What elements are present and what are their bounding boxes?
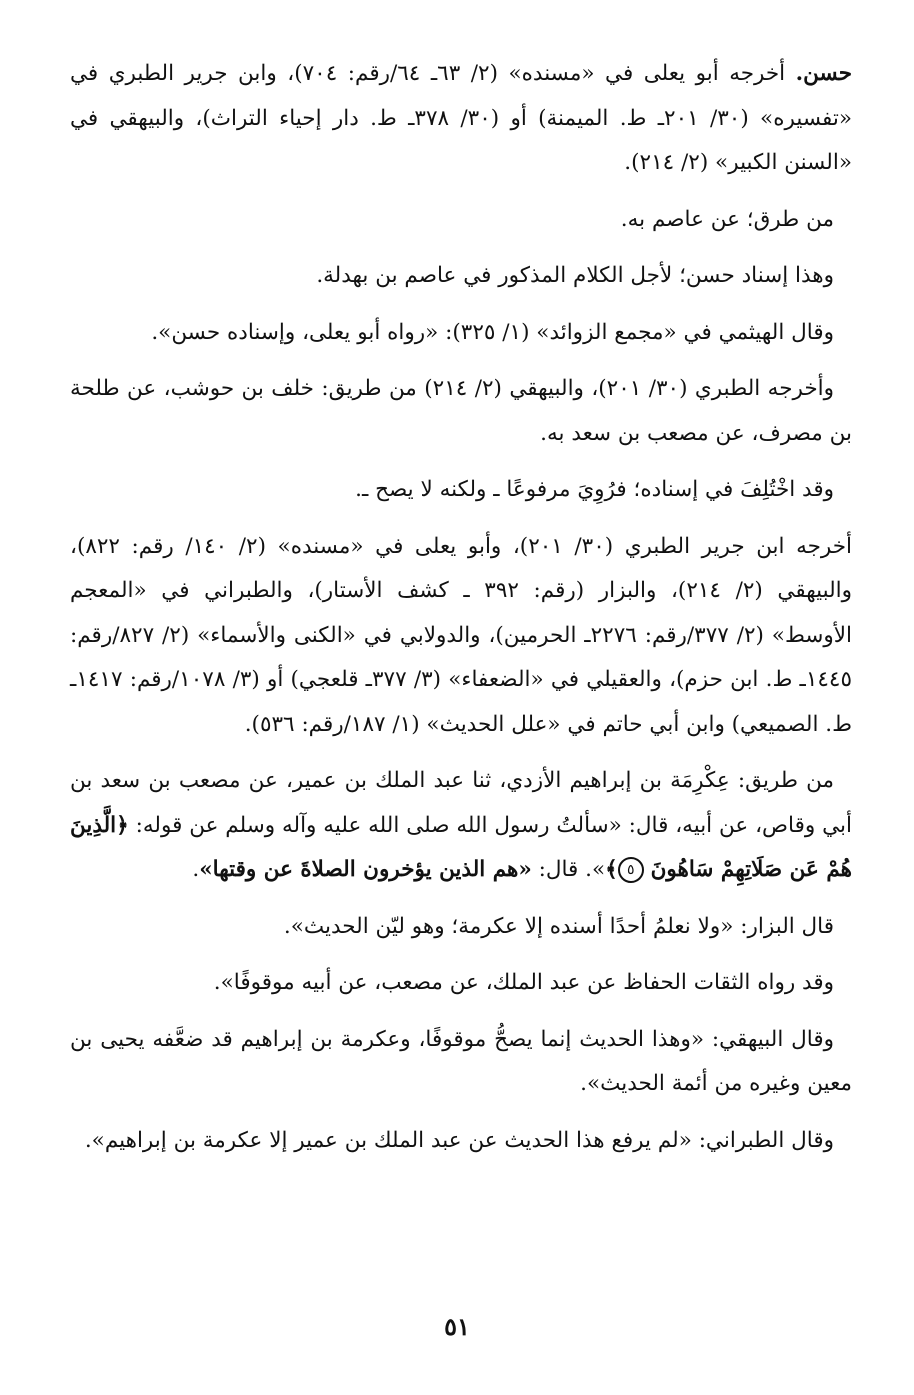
- paragraph-6: وقد اخْتُلِفَ في إسناده؛ فرُوِيَ مرفوعًا ـ ولكنه لا يصح ـ.: [355, 477, 834, 502]
- paragraph-12: وقال الطبراني: «لم يرفع هذا الحديث عن عبد الملك بن عمير إلا عكرمة بن إبراهيم».: [84, 1127, 834, 1153]
- ayah-number-marker: ٥: [618, 857, 644, 883]
- paragraph-5: وأخرجه الطبري (٣٠/ ٢٠١)، والبيهقي (٢/ ٢١٤) من طريق: خلف بن حوشب، عن طلحة بن مصرف، عن مصعب بن سعد به.: [70, 376, 852, 446]
- hadith-answer: «هم الذين يؤخرون الصلاةَ عن وقتها»: [199, 857, 532, 882]
- paragraph-8-text-b: ». قال:: [531, 857, 606, 882]
- paragraph-7: أخرجه ابن جرير الطبري (٣٠/ ٢٠١)، وأبو يعلى في «مسنده» (٢/ ١٤٠/ رقم: ٨٢٢)، والبيهقي (٢/ ٢١٤)، والبزار (رقم: ٣٩٢ ـ كشف الأستار)، والطبراني في «المعجم الأوسط» (٢/ ٣٧٧/رقم: ٢٢٧٦ـ الحرمين)، والدولابي في «الكنى والأسماء» (٢/ ٨٢٧/رقم: ١٤٤٥ـ ط. ابن حزم)، والعقيلي في «الضعفاء» (٣/ ٣٧٧ـ قلعجي) أو (٣/ ١٠٧٨/رقم: ١٤١٧ـ ط. الصميعي) وابن أبي حاتم في «علل الحديث» (١/ ١٨٧/رقم: ٥٣٦).: [70, 533, 853, 737]
- grade-label: حسن.: [795, 61, 852, 86]
- quran-verse: ﴿الَّذِينَ هُمْ عَن صَلَاتِهِمْ سَاهُونَ: [70, 812, 852, 882]
- quran-verse-close: ﴾: [605, 857, 618, 882]
- paragraph-8-text-c: .: [192, 857, 200, 882]
- paragraph-3: وهذا إسناد حسن؛ لأجل الكلام المذكور في عاصم بن بهدلة.: [316, 263, 834, 288]
- paragraph-4: وقال الهيثمي في «مجمع الزوائد» (١/ ٣٢٥): «رواه أبو يعلى، وإسناده حسن».: [151, 319, 834, 345]
- paragraph-9: قال البزار: «ولا نعلمُ أحدًا أسنده إلا عكرمة؛ وهو ليّن الحديث».: [283, 913, 834, 939]
- paragraph-10: وقد رواه الثقات الحفاظ عن عبد الملك، عن مصعب، عن أبيه موقوفًا».: [213, 970, 834, 995]
- page-body: [70, 52, 852, 1175]
- paragraph-2: من طرق؛ عن عاصم به.: [620, 206, 834, 232]
- paragraph-1-text: أخرجه أبو يعلى في «مسنده» (٢/ ٦٣ـ ٦٤/رقم: ٧٠٤)، وابن جرير الطبري في «تفسيره» (٣٠/ ٢٠١ـ ط. الميمنة) أو (٣٠/ ٣٧٨ـ ط. دار إحياء التراث)، والبيهقي في «السنن الكبير» (٢/ ٢١٤).: [70, 61, 853, 175]
- page-number: ٥١: [444, 1312, 470, 1341]
- paragraph-8-text-a: من طريق: عِكْرِمَة بن إبراهيم الأزدي، ثنا عبد الملك بن عمير، عن مصعب بن سعد بن أبي وقاص، عن أبيه، قال: «سألتُ رسول الله صلى الله عليه وآله وسلم عن قوله:: [70, 768, 852, 838]
- paragraph-8: [70, 759, 852, 893]
- paragraph-1: [70, 52, 852, 186]
- paragraph-11: وقال البيهقي: «وهذا الحديث إنما يصحُّ موقوفًا، وعكرمة بن إبراهيم قد ضعَّفه يحيى بن معين وغيره من أئمة الحديث».: [70, 1026, 852, 1096]
